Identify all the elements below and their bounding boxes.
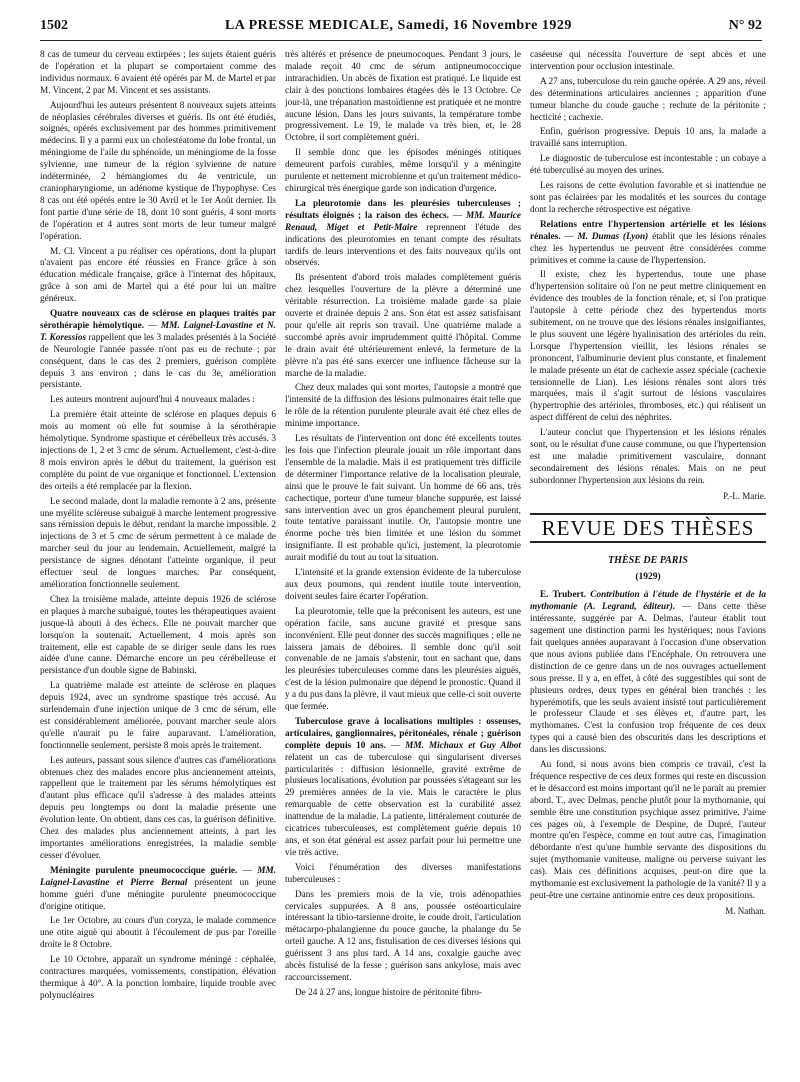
- paragraph: Voici l'énumération des diverses manifestations tuberculeuses :: [285, 862, 521, 885]
- article-text: reprennent l'étude des indications des pleurotomies en tenant compte des résultats tardifs de leurs interventions et des faits nouveaux qu'ils ont observés.: [285, 222, 521, 269]
- article-heading: Quatre nouveaux cas de sclérose en plaques traités par sérothérapie hémolytique.: [40, 309, 276, 331]
- paragraph: Au fond, si nous avons bien compris ce travail, c'est la fréquence respective de ces deux formes qui reste en discussion et le désaccord est moins important qu'il ne le paraît au premier abord. T., avec Delmas, penche plutôt pour la mythomanie, qui semble être une constitution psychique assez primitive. J'aime ces pages où, à l'exemple de Despine, de Dupré, l'auteur montre qu'en l'espèce, comme en tout autre cas, l'imagination débordante n'est qu'une humble servante des dispositions du sujet (mythomanie vaniteuse, maligne ou perverse suivant les cas). Mais ces définitions acquises, peut-on dire que la mythomanie est exclusivement la pathologie de la vanité? Il y a peut-être une certaine antinomie entre ces deux propositions.: [530, 760, 766, 901]
- paragraph: Le 1er Octobre, au cours d'un coryza, le malade commence une otite aiguë qui aboutit à l'écoulement de pus par l'oreille droite le 8 Octobre.: [40, 916, 276, 951]
- article-entry: La pleurotomie dans les pleurésies tuberculeuses ; résultats éloignés ; la raison des échecs. — MM. Maurice Renaud, Miget et Petit-Maire reprennent l'étude des indications des pleurotomies en tenant compte des résultats tardifs de leurs interventions et des faits nouveaux qu'ils ont observés.: [285, 198, 521, 269]
- issue-number: N° 92: [728, 18, 762, 33]
- thesis-review: [530, 590, 766, 757]
- article-authors: MM. Laignel-Lavastine et Pierre Bernal: [40, 865, 276, 888]
- article-text: présentent un jeune homme guéri d'une méningite purulente pneumococcique d'origine otitique.: [40, 877, 276, 912]
- paragraph: Dans les premiers mois de la vie, trois adénopathies cervicales suppurées. A 8 ans, poussée ostéoarticulaire intéressant la tibio-tarsienne droite, le coude droit, l'articulation métacarpo-phalangienne du pouce gauche, la phalange du 5e orteil gauche. A 12 ans, fistulisation de ces diverses lésions qui guérissent 3 ans plus tard. A 14 ans, coxalgie gauche avec abcès fistulisé de la fesse ; guérison sans ankylose, mais avec raccourcissement.: [285, 889, 521, 983]
- paragraph: Chez la troisième malade, atteinte depuis 1926 de sclérose en plaques à marche subaiguë, toutes les thérapeutiques avaient jusque-là abouti à des échecs. Elle ne pouvait marcher que lorsqu'on la soutenait. Actuellement, 4 mois après son traitement, elle est capable de se diriger seule dans les rues aidée d'une canne. Démarche encore un peu cérébelleuse et persistance d'un double signe de Babinski.: [40, 594, 276, 677]
- paragraph: La quatrième malade est atteinte de sclérose en plaques depuis 1924, avec un syndrome spastique très accusé. Au surlendemain d'une injection unique de 3 cmc de sérum, elle est considérablement améliorée, pouvant marcher seule alors qu'elle n'aurait pu le faire auparavant. L'amélioration, fonctionnelle seulement, persiste 8 mois après le traitement.: [40, 681, 276, 751]
- article-entry: Quatre nouveaux cas de sclérose en plaques traités par sérothérapie hémolytique. — MM. Laignel-Lavastine et N. T. Koressios rappellent que les 3 malades présentés à la Société de Neurologie l'année passée n'ont pas eu de rechute ; par conséquent, dans le cas des 2 premiers, guérison complète depuis 3 ans environ ; dans le cas du 3e, amélioration persistante.: [40, 309, 276, 391]
- paragraph: A 27 ans, tuberculose du rein gauche opérée. A 29 ans, réveil des déterminations articulaires anciennes ; apparition d'une tumeur blanche du coude gauche ; rechute de la péritonite ; hecticité ; cachexie.: [530, 76, 766, 123]
- paragraph: Le diagnostic de tuberculose est incontestable : un cobaye a été tuberculisé au moyen des urines.: [530, 154, 766, 177]
- journal-title: LA PRESSE MEDICALE, Samedi, 16 Novembre 1929: [224, 18, 572, 33]
- article-authors: MM. Maurice Renaud, Miget et Petit-Maire: [285, 210, 521, 233]
- article-heading: La pleurotomie dans les pleurésies tuberculeuses ; résultats éloignés ; la raison des échecs.: [285, 198, 521, 221]
- article-entry: Relations entre l'hypertension artérielle et les lésions rénales. — M. Dumas (Lyon) établit que les lésions rénales chez les hypertendus ne peuvent être considérées comme primitives et comme la cause de l'hypertension.: [530, 219, 766, 266]
- paragraph: caséeuse qui nécessita l'ouverture de sept abcès et une intervention pour occlusion intestinale.: [530, 50, 766, 72]
- paragraph: très altérés et présence de pneumocoques. Pendant 3 jours, le malade reçoit 40 cmc de sérum antipneumococcique intrarachidien. Un abcès de fixation est pratiqué. Le liquide est clair à des ponctions lombaires étagées dès le 13 Octobre. Ce jour-là, une trépanation mastoïdienne est pratiquée et ne montre aucune lésion. Dans les jours suivants, la température tombe progressivement. Le 19, le malade va très bien, et, le 28 Octobre, il sort complètement guéri.: [285, 50, 521, 144]
- paragraph: 8 cas de tumeur du cerveau extirpées ; les sujets étaient guéris de l'opération et la plupart se comportaient comme des individus normaux. 6 avaient été opérés par M. de Martel et par M. Vincent, 2 par M. Vincent et ses assistants.: [40, 50, 276, 96]
- subsection-title: THÈSE DE PARIS: [608, 554, 688, 566]
- column-1: [40, 50, 276, 1075]
- paragraph: Il semble donc que les épisodes méningés otitiques demeurent parfois curables, même lorsqu'il y a méningite purulente et nettement microbienne et qu'un traitement médico-chirurgical très énergique garde son indication d'urgence.: [285, 148, 521, 194]
- thesis-title: Contribution à l'étude de l'hystérie et de la mythomanie (A. Legrand, éditeur).: [530, 590, 766, 613]
- article-text: établit que les lésions rénales chez les hypertendus ne peuvent être considérées comme primitives et comme la cause de l'hypertension.: [530, 231, 766, 266]
- paragraph: Les auteurs montrent aujourd'hui 4 nouveaux malades :: [50, 395, 255, 406]
- paragraph: L'auteur conclut que l'hypertension et les lésions rénales sont, ou le résultat d'une cause commune, ou que l'hypertension est une maladie primitivement vasculaire, donnant secondairement des lésions rénales. Mais on ne peut subordonner l'hypertension aux lésions du rein.: [530, 428, 766, 486]
- paragraph: Les raisons de cette évolution favorable et si inattendue ne sont pas éclairées par les modalités et les sources du contage dont la recherche rétrospective est négative: [530, 181, 766, 215]
- article-text: relatent un cas de tuberculose qui singularisent diverses particularités : diffusion lésionnelle, gravité extrême de plusieurs localisations, évolution par poussées s'étageant sur les 29 premières années de la vie. Mais le caractère le plus remarquable de cette observation est la curabilité assez inattendue de la maladie. La patiente, littéralement couturée de cicatrices tuberculeuses, est complètement guérie depuis 10 ans, et son état général est assez parfait pour lui permettre une vie très active.: [285, 752, 521, 858]
- thesis-author: E. Trubert.: [540, 590, 587, 601]
- signature: P.-L. Marie.: [723, 490, 766, 501]
- paragraph: Ils présentent d'abord trois malades complètement guéris chez lesquelles l'ouverture de la plèvre a déterminé une véritable résurrection. La troisième malade garde sa plaie ouverte et drainée depuis 2 ans. Son état est assez satisfaisant pour qu'elle ait repris son travail. Une quatrième malade a succombé après avoir imprudemment quitté l'hôpital. Comme le drain avait été ultérieurement enlevé, la fermeture de la plèvre n'a pas été sans exercer une influence fâcheuse sur la marche de la maladie.: [285, 273, 521, 379]
- page-number: 1502: [40, 18, 68, 33]
- thesis-text: — Dans cette thèse intéressante, suggérée par A. Delmas, l'auteur établit tout sagement une distinction parmi les hystériques; nous l'avions fait quelques années auparavant à l'occasion d'une observation que nous avions publiée dans l'Encéphale. On retrouvera une distinction de ce genre dans un de nos ouvrages actuellement sous presse. Il y a, en effet, à côté des suggestibles qui sont de plusieurs ordres, deux types en général bien tranchés : les hyperémotifs, que les seuls avaient insisté tout particulièrement le professeur Claude et ses élèves et, d'autre part, les mythomanes. C'est la confusion trop fréquente de ces deux types qui a causé bien des obscurités dans les descriptions et dans les discussions.: [530, 602, 766, 756]
- paragraph: L'intensité et la grande extension évidente de la tuberculose aux deux poumons, qui rendent inutile toute intervention, doivent seules faire écarter l'opération.: [285, 568, 521, 602]
- signature: M. Nathan.: [725, 905, 766, 916]
- article-heading: Méningite purulente pneumococcique guérie.: [50, 865, 238, 876]
- subsection-year: (1929): [635, 572, 661, 583]
- column-3: [530, 50, 766, 1075]
- page-header: [40, 18, 762, 40]
- paragraph: Les auteurs, passant sous silence d'autres cas d'améliorations obtenues chez des malades encore plus anciennement atteints, rappellent que le traitement par les sérums hémolytiques est d'autant plus efficace qu'il s'adresse à des malades atteints depuis peu longtemps ou dont la maladie présente une évolution lente. On obtient, dans ces cas, la guérison définitive. Chez des malades plus anciennement atteints, à part les importantes améliorations enregistrées, la maladie semble cesser d'évoluer.: [40, 755, 276, 861]
- article-heading: Relations entre l'hypertension artérielle et les lésions rénales.: [530, 219, 766, 242]
- paragraph: Le second malade, dont la maladie remonte à 2 ans, présente une myélite scléreuse subaiguë à marche lentement progressive sans rémission depuis le début, rendant la marche impossible. 2 injections de 3 et 5 cmc de sérum permettent à ce malade de marcher seul du jour au lendemain. Actuellement, malgré la persistance de signes dénotant l'atteinte organique, il peut effectuer seul de longues marches. Par conséquent, amélioration fonctionnelle seulement.: [40, 496, 276, 590]
- article-heading: Tuberculose grave à localisations multiples : osseuses, articulaires, ganglionnaires, péritonéales, rénale ; guérison complète depuis 10 ans.: [285, 716, 521, 751]
- article-text: rappellent que les 3 malades présentés à la Société de Neurologie l'année passée n'ont pas eu de rechute ; par conséquent, dans le cas des 2 premiers, guérison complète depuis 3 ans environ ; dans le cas du 3e, amélioration persistante.: [40, 332, 276, 391]
- paragraph: La pleurotomie, telle que la préconisent les auteurs, est une opération facile, sans aucune gravité et presque sans inconvénient. Elle peut donner des succès magnifiques ; elle ne laissera jamais de déboires. Il semble donc qu'il soit convenable de ne jamais s'abstenir, tout en sachant que, dans les pleurésies tuberculeuses comme dans les pleurésies aiguës, c'est de la lésion pulmonaire que dépend le pronostic. Quand il y a du pus dans la plèvre, il vaut mieux que celle-ci soit ouverte que fermée.: [285, 606, 521, 713]
- article-authors: M. Dumas (Lyon): [577, 231, 649, 242]
- paragraph: Aujourd'hui les auteurs présentent 8 nouveaux sujets atteints de néoplasies cérébrales diverses et guéris. Ils ont été étudiés, soignés, opérés exclusivement par des hommes primitivement médecins. Il y a parmi eux un cholestéatome du lobe frontal, un méningiome de l'aile du sphénoïde, un méningiome de la fosse sylvienne, une tumeur de la région sylvienne de nature indéterminée, 2 hémangiomes du 4e ventricule, un craniopharyngiome, un adénome kystique de l'hypophyse. Ces 8 cas ont été opérés entre le 30 Avril et le 1er Août dernier. Ils font partie d'une série de 18, dont 10 sont guéris, 4 sont morts de l'opération et 4 autres sont morts de leur tumeur malgré l'opération.: [40, 100, 276, 242]
- paragraph: Les résultats de l'intervention ont donc été excellents toutes les fois que l'infection pleurale jouait un rôle important dans l'ensemble de la maladie. Mais il est pratiquement très difficile de déterminer l'importance relative de la localisation pleurale, ainsi que le prouve le fait suivant. Un homme de 66 ans, très cachectique, porteur d'une tumeur blanche suppurée, est laissé sans intervention avec un gros épanchement pleural purulent, toute tentative paraissant inutile. Or, l'autopsie montre une énorme poche très bien limitée et une lésion du sommet insignifiante. Il est probable qu'ici, justement, la pleurotomie aurait modifié du tout au tout la situation.: [285, 434, 521, 564]
- header-rule: [40, 40, 762, 41]
- article-authors: MM. Michaux et Guy Albot: [405, 740, 521, 751]
- article-entry: Tuberculose grave à localisations multiples : osseuses, articulaires, ganglionnaires, péritonéales, rénale ; guérison complète depuis 10 ans. — MM. Michaux et Guy Albot relatent un cas de tuberculose qui singularisent diverses particularités : diffusion lésionnelle, gravité extrême de plusieurs localisations, évolution par poussées s'étageant sur les 29 premières années de la vie. Mais le caractère le plus remarquable de cette observation est la curabilité assez inattendue de la maladie. La patiente, littéralement couturée de cicatrices tuberculeuses, est complètement guérie depuis 10 ans, et son état général est assez parfait pour lui permettre une vie très active.: [285, 716, 521, 858]
- paragraph: M. Cl. Vincent a pu réaliser ces opérations, dont la plupart n'avaient pas encore été réussies en France grâce à son éducation médicale française, grâce à l'internat des hôpitaux, grâce à son ami de Martel qui a été pour lui un maître généreux.: [40, 246, 276, 305]
- paragraph: Enfin, guérison progressive. Depuis 10 ans, la malade a travaillé sans interruption.: [530, 127, 766, 150]
- paragraph: Le 10 Octobre, apparaît un syndrome méningé : céphalée, contractures marquées, vomissements, constipation, élévation thermique à 40°. A la ponction lombaire, liquide trouble avec polynucléaires: [40, 955, 276, 1001]
- paragraph: Il existe, chez les hypertendus, toute une phase d'hypertension solitaire où l'on ne peut mettre cliniquement en évidence des troubles de la fonction rénale, et, si l'on pratique l'autopsie à cette période chez des hypertendus morts subitement, on ne trouve que des lésions rénales insignifiantes, le plus souvent une légère hyalinisation des artérioles du rein. Lorsque l'hypertension vieillit, les lésions rénales se prononcent, l'albuminurie devient plus constante, et finalement le malade présente un état de cachexie assez spéciale (cachexie tensionnelle de Lian). Les lésions rénales sont alors très marquées, mais il s'agit surtout de lésions vasculaires (hypertrophie des artérioles, thromboses, etc.) qui réalisent un aspect différent de celui des néphrites.: [530, 270, 766, 424]
- paragraph: Chez deux malades qui sont mortes, l'autopsie a montré que l'intensité de la diffusion des lésions pulmonaires était telle que le rôle de la rétention purulente pleurale avait été chez elles de minime importance.: [285, 383, 521, 430]
- article-authors: MM. Laignel-Lavastine et N. T. Koressios: [40, 320, 276, 343]
- paragraph: La première était atteinte de sclérose en plaques depuis 6 mois au moment où elle fut soumise à la sérothérapie hémolytique. Syndrome spastique et cérébelleux très accusés. 3 injections de 1, 2 et 3 cmc de sérum. Actuellement, c'est-à-dire 8 mois environ après le début du traitement, la guérison est complète du point de vue organique et fonctionnel. L'extension des orteils a été remplacée par la flexion.: [40, 410, 276, 492]
- paragraph: De 24 à 27 ans, longue histoire de péritonite fibro-: [295, 987, 483, 998]
- section-banner: REVUE DES THÈSES: [530, 513, 766, 543]
- column-2: [285, 50, 521, 1075]
- article-entry: Méningite purulente pneumococcique guérie. — MM. Laignel-Lavastine et Pierre Bernal présentent un jeune homme guéri d'une méningite purulente pneumococcique d'origine otitique.: [40, 865, 276, 912]
